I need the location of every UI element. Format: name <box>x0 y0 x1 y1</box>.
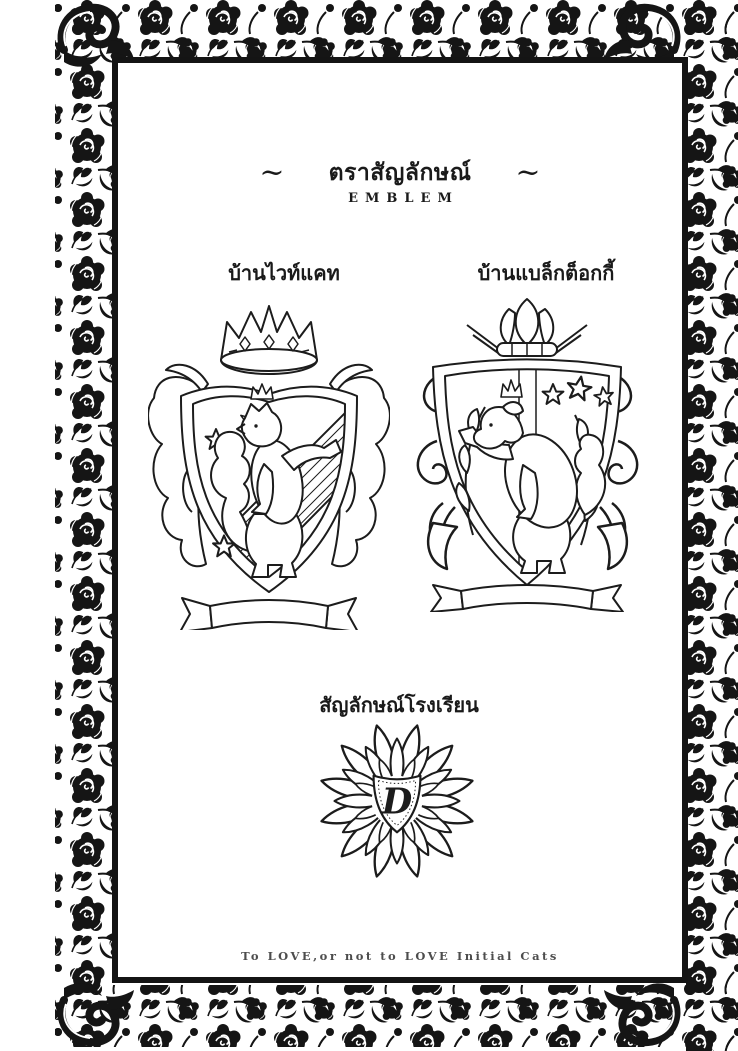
house-blackdoggy-label: บ้านแบล็กต็อกกี้ <box>477 263 615 285</box>
crown-icon <box>221 306 317 374</box>
ribbon-banner <box>431 585 623 612</box>
series-footer: To LOVE,or not to LOVE Initial Cats <box>241 949 559 963</box>
school-monogram: D <box>381 781 413 823</box>
school-dahlia-emblem <box>304 718 490 884</box>
title-flourish-right: ~ <box>515 155 541 190</box>
blackdoggy-coat-of-arms <box>403 295 652 612</box>
page-subtitle: EMBLEM <box>348 191 459 206</box>
title-row <box>118 155 682 191</box>
school-emblem-label: สัญลักษณ์โรงเรียน <box>319 695 479 717</box>
page-frame <box>112 57 688 983</box>
page-title: ตราสัญลักษณ์ <box>328 159 472 185</box>
title-flourish-left: ~ <box>259 155 285 190</box>
house-whitecat-label: บ้านไวท์แคท <box>228 263 340 285</box>
whitecat-coat-of-arms <box>148 300 390 630</box>
border-band-left <box>55 0 112 1047</box>
plume-and-torse <box>467 299 587 356</box>
ribbon-banner <box>180 598 358 630</box>
border-band-right <box>686 0 738 1051</box>
